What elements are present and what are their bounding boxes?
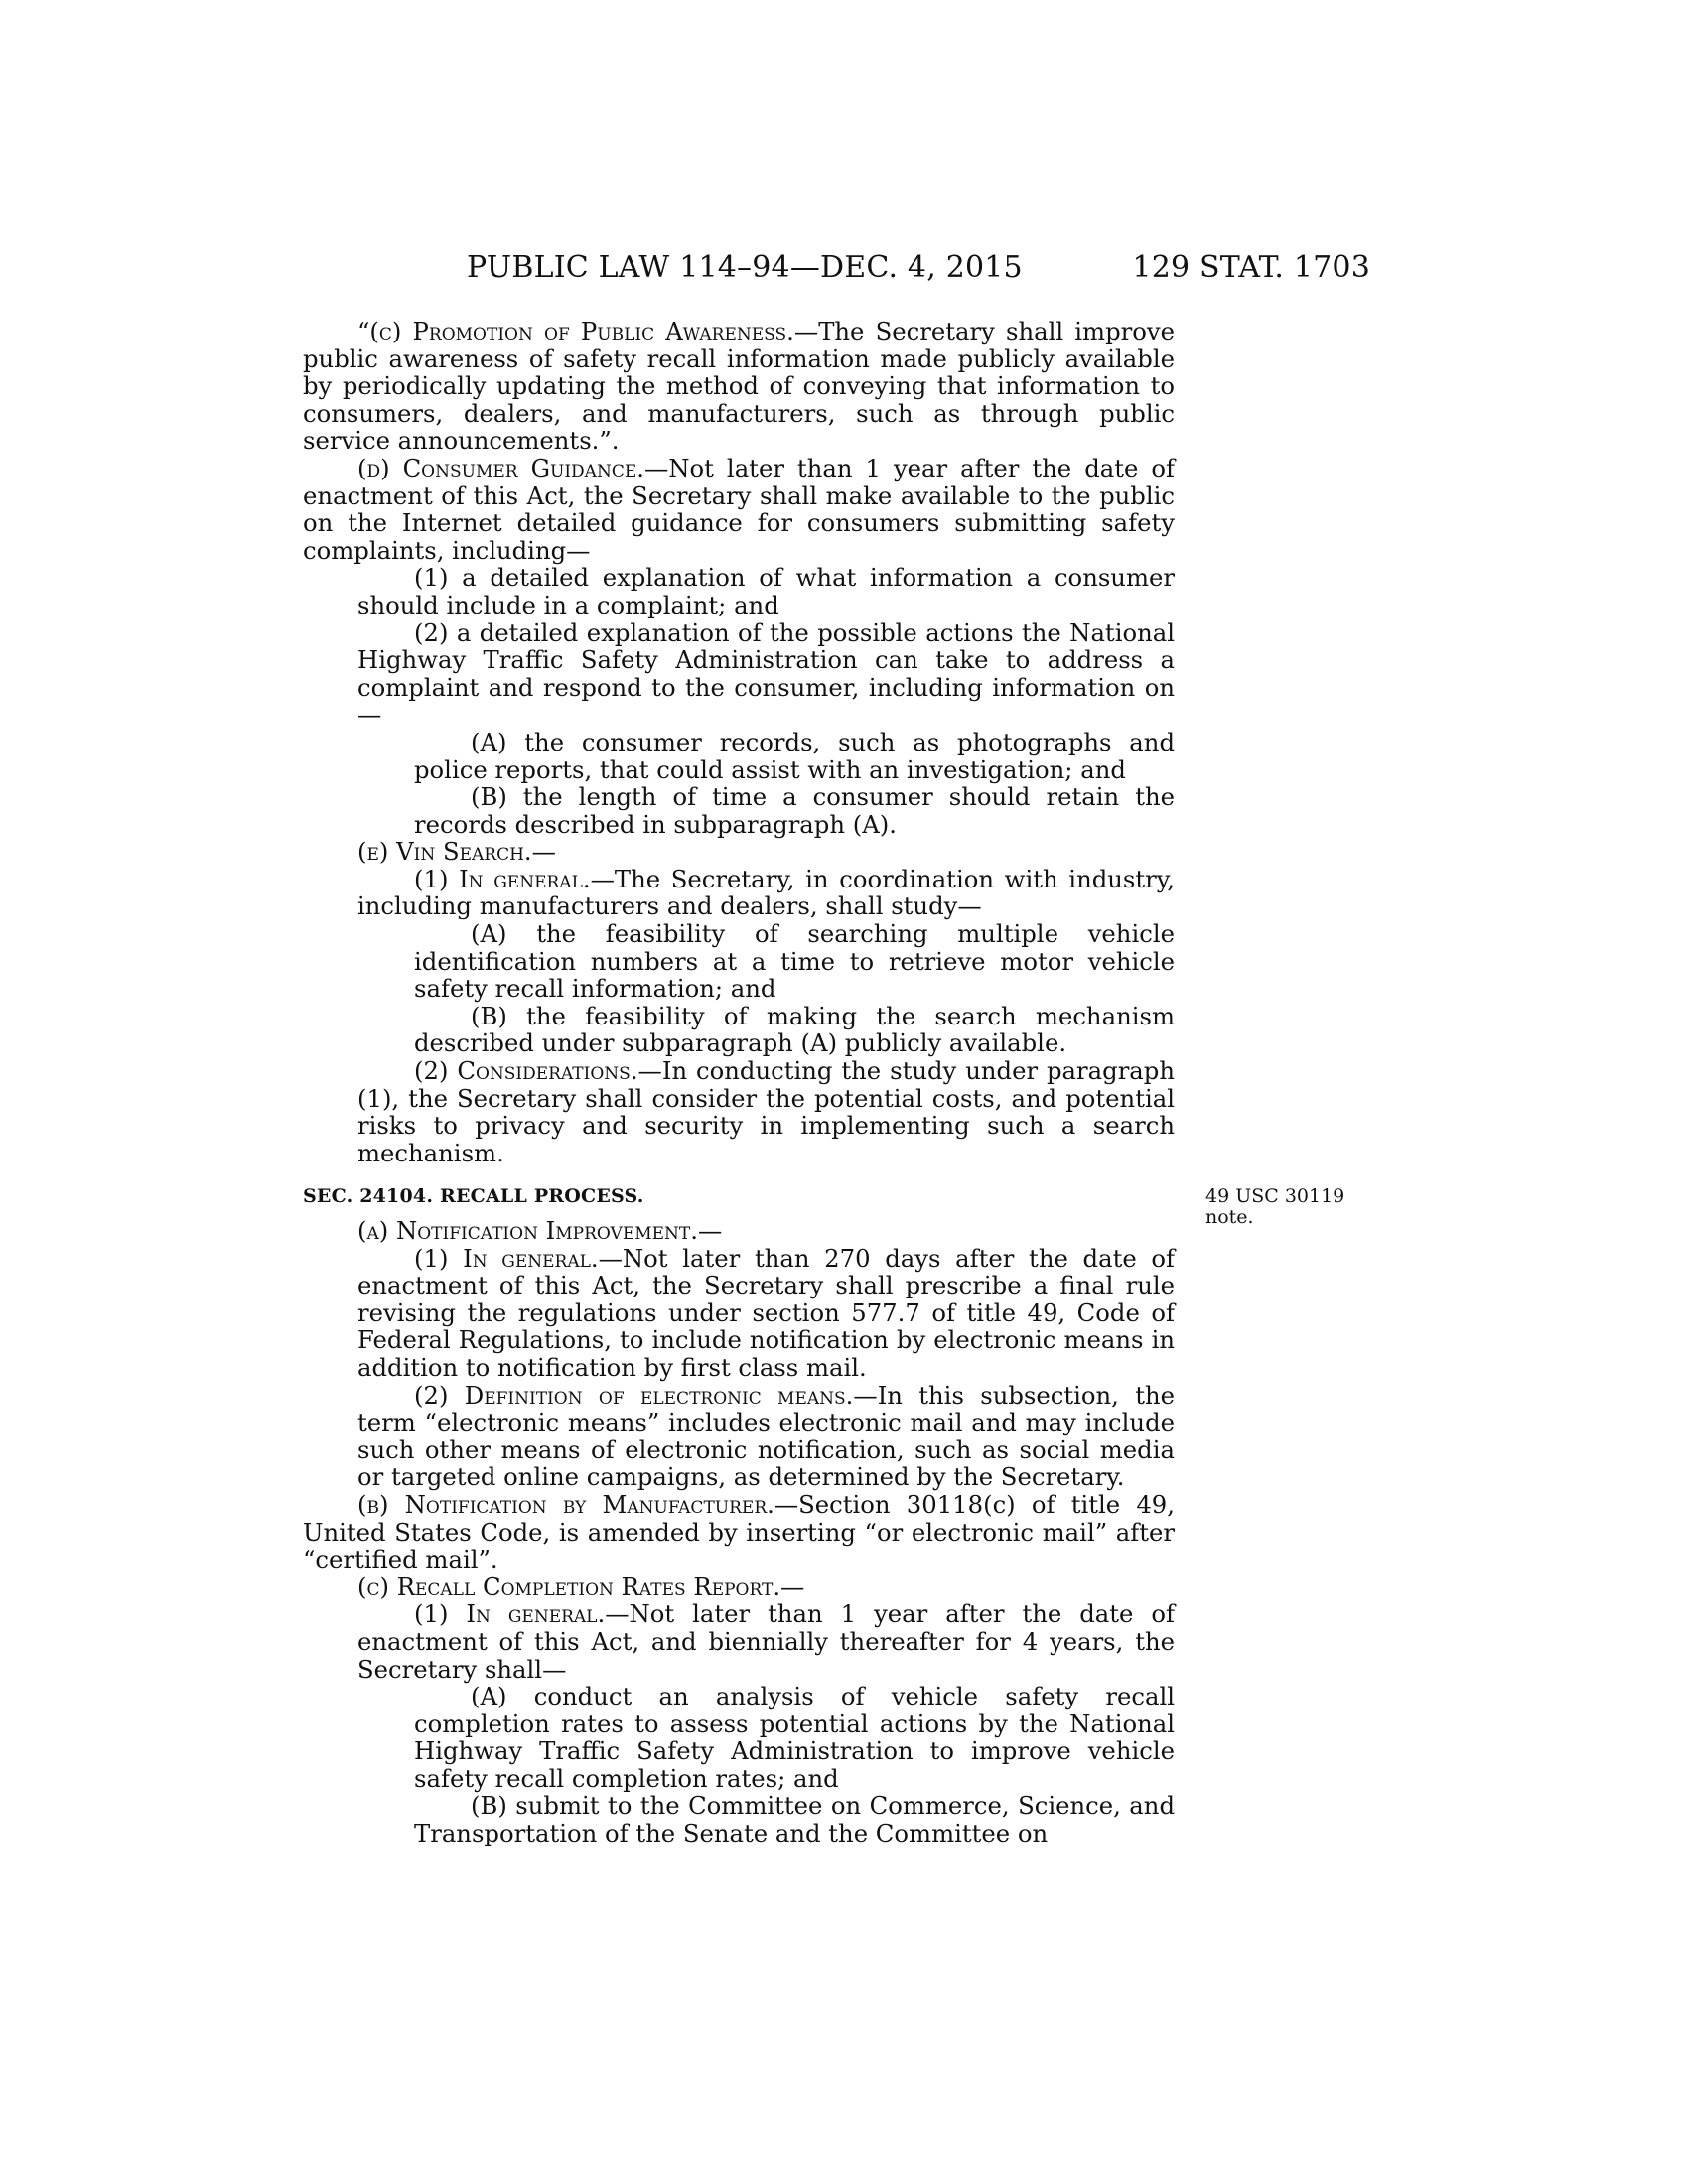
paragraph-text: —	[531, 837, 556, 867]
margin-note-citation: 49 USC 30119	[1205, 1185, 1345, 1207]
page-header-title: PUBLIC LAW 114–94—DEC. 4, 2015	[467, 250, 1023, 285]
page-header-stat-citation: 129 STAT. 1703	[1132, 250, 1370, 285]
section-heading: SEC. 24104. RECALL PROCESS.	[303, 1185, 644, 1208]
paragraph-e-1-a: (A) the feasibility of searching multiple vehicle identification numbers at a time to retrieve motor vehicle safety recall information; and	[414, 919, 1175, 1004]
paragraph-heading: (b) Notification by Manufacturer.	[357, 1489, 774, 1519]
paragraph-heading: (1) In general.	[414, 864, 591, 893]
paragraph-heading: (c) Recall Completion Rates Report.	[357, 1571, 781, 1601]
paragraph-text: —In this subsection, the term “electronic means” includes electronic mail and may include such other means of electronic notification, such as social media or targeted online campaigns, as determined by the Secretary.	[357, 1380, 1175, 1492]
paragraph-a-notification-improvement	[303, 1217, 1175, 1245]
paragraph-e-vin-search	[303, 838, 1175, 866]
paragraph-text: —Section 30118(c) of title 49, United States Code, is amended by inserting “or electronic mail” after “certified mail”.	[303, 1489, 1175, 1574]
margin-note-suffix: note.	[1205, 1206, 1254, 1228]
paragraph-heading: (2) Considerations.	[414, 1056, 638, 1086]
paragraph-d-2-a: (A) the consumer records, such as photographs and police reports, that could assist with an investigation; and	[414, 727, 1175, 784]
running-header	[467, 250, 1370, 290]
paragraph-heading: “(c) Promotion of Public Awareness.	[357, 317, 794, 345]
paragraph-heading: (a) Notification Improvement.	[357, 1216, 698, 1245]
paragraph-text: —In conducting the study under paragraph (1), the Secretary shall consider the potential costs, and potential risks to privacy and security in implementing such a search mechanism.	[357, 1056, 1175, 1167]
paragraph-d-2: (2) a detailed explanation of the possible actions the National Highway Traffic Safety Administration can take to address a complaint and respond to the consumer, including information on—	[357, 617, 1175, 730]
paragraph-text: —The Secretary shall improve public awareness of safety recall information made publicly available by periodically updating the method of conveying that information to consumers, dealers, and manufacturers, such as through public service announcements.”.	[303, 317, 1175, 456]
paragraph-heading: (2) Definition of electronic means.	[414, 1380, 854, 1410]
paragraph-heading: (1) In general.	[414, 1599, 606, 1629]
paragraph-c-promotion-public-awareness	[303, 318, 1175, 455]
paragraph-d-consumer-guidance	[303, 455, 1175, 564]
paragraph-heading: (d) Consumer Guidance.	[357, 453, 644, 482]
paragraph-text: —Not later than 270 days after the date of enactment of this Act, the Secretary shall prescribe a final rule revising the regulations under section 577.7 of title 49, Code of Federal Regulations, to include notification by electronic means in addition to notification by first class mail.	[357, 1243, 1176, 1382]
paragraph-e-2	[303, 1057, 1175, 1166]
paragraph-c-1-a: (A) conduct an analysis of vehicle safety recall completion rates to assess potential actions by the National Highway Traffic Safety Administration to improve vehicle safety recall completion rates; and	[414, 1682, 1175, 1793]
paragraph-a-2	[303, 1382, 1175, 1491]
paragraph-d-2-b: (B) the length of time a consumer should retain the records described in subparagraph (A).	[414, 782, 1175, 839]
paragraph-b-notification-by-manufacturer	[303, 1491, 1175, 1573]
paragraph-a-1	[303, 1245, 1175, 1382]
paragraph-heading: (e) Vin Search.	[357, 837, 532, 867]
paragraph-c-1	[303, 1600, 1175, 1683]
margin-note	[1205, 1186, 1374, 1228]
paragraph-e-1	[303, 866, 1175, 920]
paragraph-text: —	[698, 1216, 723, 1245]
paragraph-e-1-b: (B) the feasibility of making the search mechanism described under subparagraph (A) publicly available.	[414, 1001, 1175, 1058]
document-body	[303, 318, 1175, 1847]
paragraph-heading: (1) In general.	[414, 1243, 599, 1273]
paragraph-c-recall-completion-rates	[303, 1573, 1175, 1601]
paragraph-text: —Not later than 1 year after the date of enactment of this Act, the Secretary shall make available to the public on the Internet detailed guidance for consumers submitting safety complaints, including—	[303, 453, 1175, 565]
paragraph-d-1: (1) a detailed explanation of what information a consumer should include in a complaint; and	[357, 563, 1175, 619]
paragraph-c-1-b: (B) submit to the Committee on Commerce, Science, and Transportation of the Senate and the Committee on	[414, 1791, 1175, 1848]
paragraph-text: —Not later than 1 year after the date of enactment of this Act, and biennially thereafter for 4 years, the Secretary shall—	[357, 1599, 1175, 1684]
paragraph-text: —	[780, 1571, 805, 1601]
paragraph-text: —The Secretary, in coordination with industry, including manufacturers and dealers, shall study—	[357, 864, 1175, 921]
